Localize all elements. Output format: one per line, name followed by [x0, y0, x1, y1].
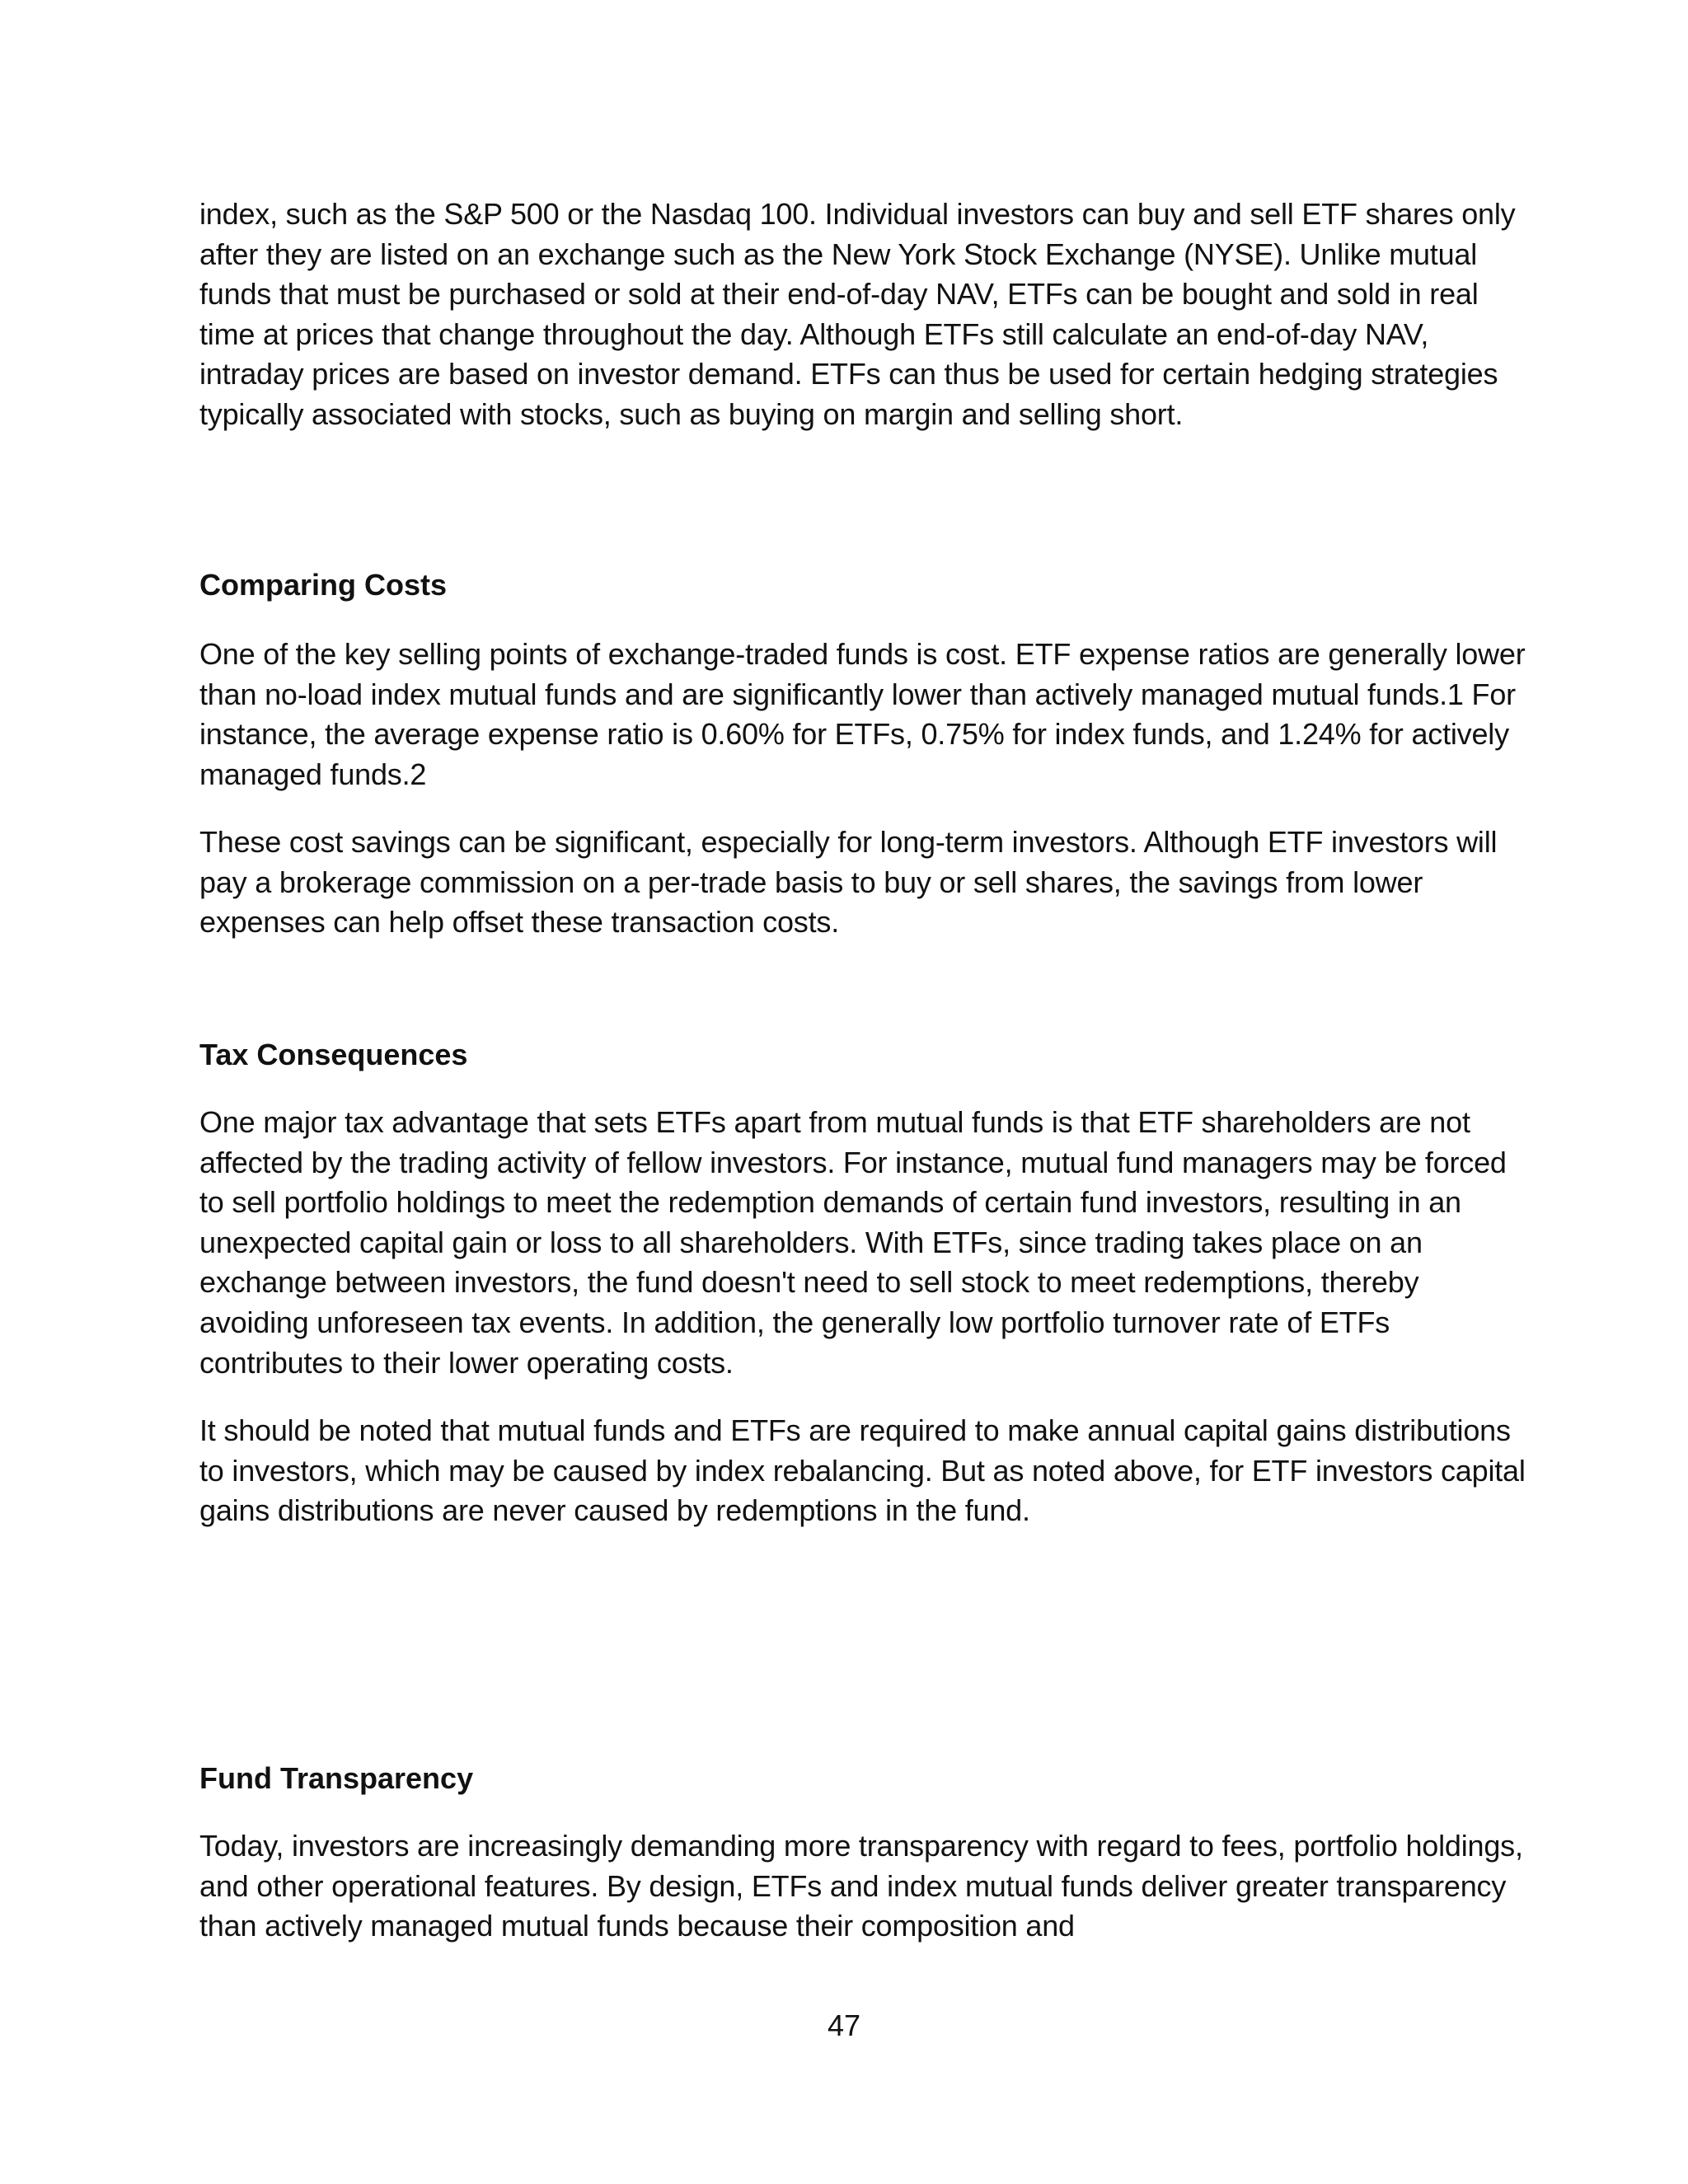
comparing-costs-heading: Comparing Costs [199, 568, 448, 602]
comparing-costs-paragraph-2: These cost savings can be significant, especially for long-term investors. Although ETF investors will pay a brokerage commission on a per-trade basis to buy or sell shares, the savings from lower expenses can help offset these transaction costs. [199, 825, 1498, 940]
comparing-costs-paragraph-1: One of the key selling points of exchange-traded funds is cost. ETF expense ratios are generally lower than no-load index mutual funds and are significantly lower than actively managed mutual funds.1 For instance, the average expense ratio is 0.60% for ETFs, 0.75% for index funds, and 1.24% for actively managed funds.2 [199, 637, 1526, 791]
fund-transparency-paragraph-1: Today, investors are increasingly demanding more transparency with regard to fees, portfolio holdings, and other operational features. By design, ETFs and index mutual funds deliver greater transparency than actively managed mutual funds because their composition and [199, 1829, 1523, 1943]
intro-paragraph: index, such as the S&P 500 or the Nasdaq 100. Individual investors can buy and sell ETF shares only after they are listed on an exchange such as the New York Stock Exchange (NYSE). Unlike mutual funds that must be purchased or sold at their end-of-day NAV, ETFs can be bought and sold in real time at prices that change throughout the day. Although ETFs still calculate an end-of-day NAV, intraday prices are based on investor demand. ETFs can thus be used for certain hedging strategies typically associated with stocks, such as buying on margin and selling short. [199, 197, 1516, 431]
tax-consequences-paragraph-2: It should be noted that mutual funds and ETFs are required to make annual capital gains distributions to investors, which may be caused by index rebalancing. But as noted above, for ETF investors capital gains distributions are never caused by redemptions in the fund. [199, 1413, 1526, 1528]
fund-transparency-heading: Fund Transparency [199, 1761, 474, 1795]
tax-consequences-heading: Tax Consequences [199, 1038, 468, 1071]
tax-consequences-paragraph-1: One major tax advantage that sets ETFs apart from mutual funds is that ETF shareholders are not affected by the trading activity of fellow investors. For instance, mutual fund managers may be forced to sell portfolio holdings to meet the redemption demands of certain fund investors, resulting in an unexpected capital gain or loss to all shareholders. With ETFs, since trading takes place on an exchange between investors, the fund doesn't need to sell stock to meet redemptions, thereby avoiding unforeseen tax events. In addition, the generally low portfolio turnover rate of ETFs contributes to their lower operating costs. [199, 1105, 1507, 1380]
page-number: 47 [827, 2008, 861, 2042]
